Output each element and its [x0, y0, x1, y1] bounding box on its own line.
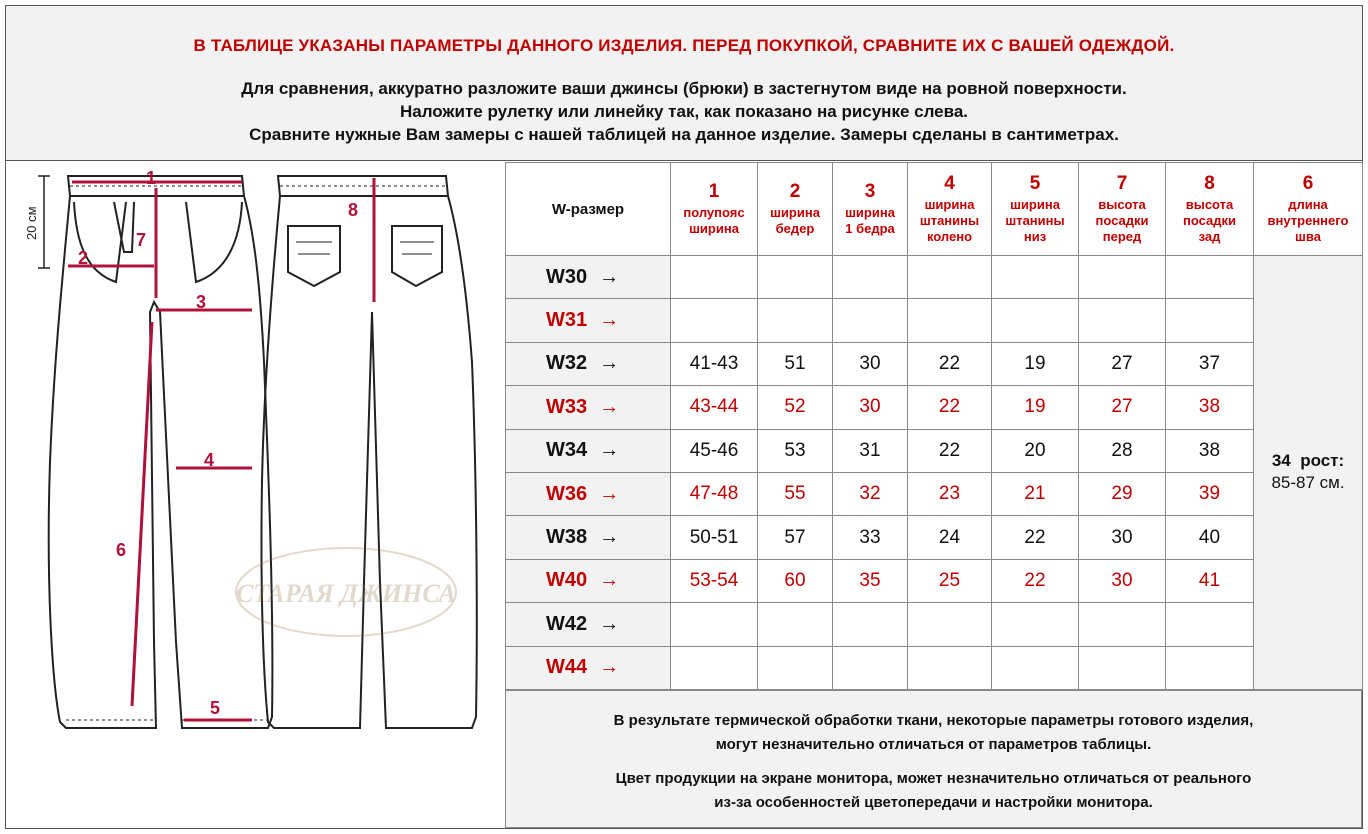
value-cell [671, 256, 758, 299]
value-cell [758, 646, 833, 689]
column-label: ширина [924, 197, 975, 212]
marker-7: 7 [136, 230, 147, 250]
table-row [506, 299, 1363, 342]
size-label: W44 [546, 656, 588, 679]
size-cell [506, 299, 671, 342]
value-cell [671, 646, 758, 689]
size-label: W31 [546, 309, 588, 332]
value-cell: 47-48 [671, 472, 758, 515]
value-cell: 53-54 [671, 559, 758, 602]
size-cell [506, 386, 671, 429]
table-row [506, 256, 1363, 299]
watermark-text: СТАРАЯ ДЖИНСА [235, 579, 457, 608]
column-number: 2 [789, 181, 801, 202]
value-cell: 51 [758, 342, 833, 385]
value-cell: 30 [1079, 559, 1166, 602]
value-cell: 30 [833, 342, 908, 385]
warning-text: В ТАБЛИЦЕ УКАЗАНЫ ПАРАМЕТРЫ ДАННОГО ИЗДЕЛИЯ. ПЕРЕД ПОКУПКОЙ, СРАВНИТЕ ИХ С ВАШЕЙ ОДЕЖДОЙ. [193, 36, 1175, 55]
size-column-header: W-размер [506, 163, 671, 256]
size-cell [506, 646, 671, 689]
scale-bar [38, 176, 50, 268]
table-header-row [506, 163, 1363, 256]
scale-label: 20 см [24, 206, 39, 240]
table-row [506, 603, 1363, 646]
value-cell: 43-44 [671, 386, 758, 429]
column-label: шва [1295, 229, 1321, 244]
watermark-seal [236, 548, 456, 636]
column-header-7 [1079, 163, 1166, 256]
arrow-icon: → [599, 656, 620, 679]
marker-5: 5 [210, 698, 221, 718]
column-label: бедер [775, 221, 815, 236]
column-label: зад [1198, 229, 1221, 244]
column-header-1 [671, 163, 758, 256]
note-line: могут незначительно отличаться от параметров таблицы. [715, 736, 1152, 753]
value-cell [758, 299, 833, 342]
column-number: 7 [1116, 173, 1128, 194]
value-cell [992, 299, 1079, 342]
value-cell [758, 603, 833, 646]
marker-3: 3 [196, 292, 207, 312]
instruction-line: Сравните нужные Вам замеры с нашей таблицей на данное изделие. Замеры сделаны в сантиметрах. [249, 125, 1119, 144]
value-cell: 30 [1079, 516, 1166, 559]
value-cell: 55 [758, 472, 833, 515]
size-table [505, 162, 1363, 690]
value-cell: 38 [1166, 386, 1254, 429]
value-cell [1079, 646, 1166, 689]
size-cell [506, 516, 671, 559]
size-label: W32 [546, 352, 588, 375]
column-header-5 [992, 163, 1079, 256]
arrow-icon: → [599, 395, 620, 418]
measure-lines [68, 178, 374, 720]
inseam-label: рост: [1300, 451, 1345, 471]
size-label: W33 [546, 395, 588, 418]
column-label: перед [1102, 229, 1142, 244]
inseam-value: 34 [1271, 451, 1291, 471]
value-cell: 52 [758, 386, 833, 429]
value-cell [1166, 299, 1254, 342]
value-cell: 38 [1166, 429, 1254, 472]
back-view-outline [261, 176, 476, 728]
column-label: высота [1185, 197, 1234, 212]
column-number: 5 [1029, 173, 1041, 194]
value-cell [908, 603, 992, 646]
value-cell: 33 [833, 516, 908, 559]
arrow-icon: → [599, 482, 620, 505]
column-number: 6 [1302, 173, 1314, 194]
column-header-4 [908, 163, 992, 256]
column-header-8 [1166, 163, 1254, 256]
column-number: 3 [864, 181, 876, 202]
size-label: W36 [546, 482, 588, 505]
value-cell: 41-43 [671, 342, 758, 385]
column-label: ширина [770, 205, 820, 220]
table-row [506, 386, 1363, 429]
note-line: из-за особенностей цветопередачи и настройки монитора. [714, 794, 1153, 811]
table-row [506, 559, 1363, 602]
note-color [506, 767, 1361, 815]
value-cell [992, 646, 1079, 689]
value-cell [833, 646, 908, 689]
footer-notes [505, 690, 1362, 828]
column-header-3 [833, 163, 908, 256]
arrow-icon: → [599, 569, 620, 592]
inseam-cell [1254, 256, 1363, 690]
size-cell [506, 429, 671, 472]
inseam-range: 85-87 см. [1271, 473, 1345, 493]
column-label: низ [1023, 229, 1047, 244]
value-cell [908, 256, 992, 299]
value-cell: 22 [908, 429, 992, 472]
value-cell: 22 [908, 342, 992, 385]
value-cell: 27 [1079, 386, 1166, 429]
arrow-icon: → [599, 352, 620, 375]
value-cell: 23 [908, 472, 992, 515]
value-cell [908, 646, 992, 689]
size-label: W42 [546, 612, 588, 635]
column-number: 4 [944, 173, 955, 194]
table-row [506, 516, 1363, 559]
table-row [506, 472, 1363, 515]
instruction-line: Наложите рулетку или линейку так, как показано на рисунке слева. [399, 102, 969, 121]
value-cell [1079, 256, 1166, 299]
size-label: W38 [546, 526, 588, 549]
column-number: 8 [1204, 173, 1215, 194]
column-header-6 [1254, 163, 1363, 256]
value-cell [992, 603, 1079, 646]
size-label: W30 [546, 265, 588, 288]
value-cell: 21 [992, 472, 1079, 515]
marker-6: 6 [116, 540, 127, 560]
column-label: 1 бедра [845, 221, 895, 236]
value-cell: 45-46 [671, 429, 758, 472]
marker-1: 1 [146, 168, 157, 188]
column-label: длина [1288, 197, 1328, 212]
column-label: штанины [1005, 213, 1065, 228]
marker-4: 4 [204, 450, 215, 470]
value-cell [758, 256, 833, 299]
value-cell: 37 [1166, 342, 1254, 385]
value-cell: 19 [992, 342, 1079, 385]
value-cell: 20 [992, 429, 1079, 472]
value-cell: 57 [758, 516, 833, 559]
marker-8: 8 [348, 200, 359, 220]
value-cell [1166, 646, 1254, 689]
value-cell [833, 299, 908, 342]
column-label: посадки [1183, 213, 1236, 228]
value-cell [1166, 256, 1254, 299]
value-cell [833, 603, 908, 646]
value-cell: 24 [908, 516, 992, 559]
value-cell: 30 [833, 386, 908, 429]
column-label: посадки [1095, 213, 1149, 228]
marker-2: 2 [78, 248, 89, 268]
value-cell: 25 [908, 559, 992, 602]
column-label: ширина [845, 205, 895, 220]
arrow-icon: → [599, 439, 620, 462]
size-cell [506, 559, 671, 602]
note-line: Цвет продукции на экране монитора, может незначительно отличаться от реального [615, 770, 1252, 787]
value-cell: 40 [1166, 516, 1254, 559]
column-header-2 [758, 163, 833, 256]
arrow-icon: → [599, 309, 620, 332]
instruction-line: Для сравнения, аккуратно разложите ваши джинсы (брюки) в застегнутом виде на ровной поверхности. [241, 79, 1127, 98]
table-row [506, 342, 1363, 385]
column-number: 1 [708, 181, 720, 202]
column-label: внутреннего [1267, 213, 1349, 228]
value-cell [908, 299, 992, 342]
value-cell: 41 [1166, 559, 1254, 602]
size-cell [506, 472, 671, 515]
table-row [506, 646, 1363, 689]
value-cell: 32 [833, 472, 908, 515]
size-cell [506, 342, 671, 385]
size-cell [506, 603, 671, 646]
value-cell [1079, 299, 1166, 342]
value-cell: 22 [992, 516, 1079, 559]
value-cell: 53 [758, 429, 833, 472]
value-cell: 60 [758, 559, 833, 602]
column-label: полупояс [683, 205, 745, 220]
note-processing [506, 709, 1361, 757]
table-body [506, 256, 1363, 690]
value-cell: 27 [1079, 342, 1166, 385]
column-label: ширина [689, 221, 739, 236]
jeans-diagram [6, 162, 505, 828]
column-label: колено [926, 229, 973, 244]
value-cell [992, 256, 1079, 299]
value-cell [1079, 603, 1166, 646]
instructions [6, 77, 1362, 146]
value-cell: 28 [1079, 429, 1166, 472]
arrow-icon: → [599, 265, 620, 288]
value-cell [671, 299, 758, 342]
value-cell: 22 [908, 386, 992, 429]
value-cell: 31 [833, 429, 908, 472]
size-cell [506, 256, 671, 299]
value-cell: 22 [992, 559, 1079, 602]
value-cell [1166, 603, 1254, 646]
size-label: W34 [546, 439, 588, 462]
arrow-icon: → [599, 612, 620, 635]
column-label: высота [1098, 197, 1146, 212]
table-row [506, 429, 1363, 472]
value-cell: 29 [1079, 472, 1166, 515]
header-panel [5, 5, 1363, 161]
value-cell: 39 [1166, 472, 1254, 515]
value-cell [671, 603, 758, 646]
column-label: ширина [1010, 197, 1060, 212]
value-cell: 35 [833, 559, 908, 602]
column-label: штанины [919, 213, 980, 228]
value-cell [833, 256, 908, 299]
value-cell: 50-51 [671, 516, 758, 559]
arrow-icon: → [599, 526, 620, 549]
size-label: W40 [546, 569, 588, 592]
value-cell: 19 [992, 386, 1079, 429]
note-line: В результате термической обработки ткани, некоторые параметры готового изделия, [613, 712, 1254, 729]
